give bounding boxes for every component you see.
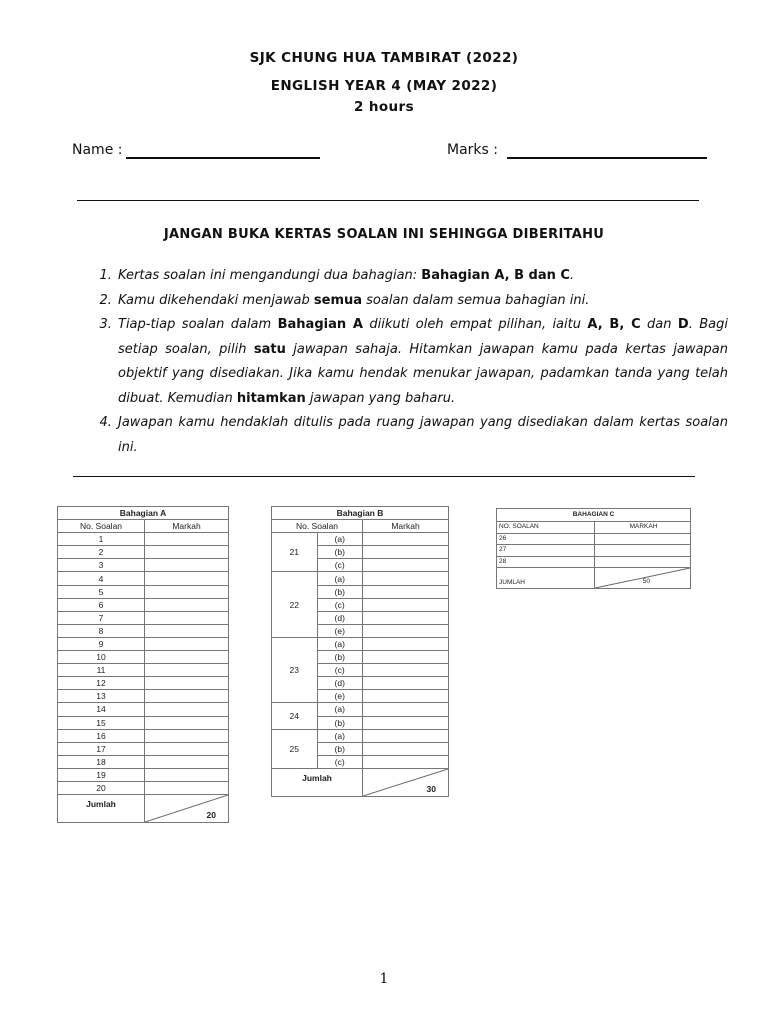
table-row	[497, 556, 691, 568]
marks-cell[interactable]	[145, 690, 229, 703]
marks-cell[interactable]	[145, 768, 229, 781]
question-number: 2	[58, 546, 145, 559]
marks-cell[interactable]	[363, 533, 449, 546]
question-number: 27	[497, 545, 595, 557]
sub-question: (c)	[317, 664, 363, 677]
emphasis-text: Bahagian A	[277, 317, 363, 332]
duration: 2 hours	[353, 99, 415, 115]
marks-table-bahagian-a	[57, 506, 229, 823]
emphasis-text: satu	[253, 341, 286, 357]
total-label: Jumlah	[272, 768, 363, 796]
marks-cell[interactable]	[363, 572, 449, 585]
marks-cell[interactable]	[363, 611, 449, 624]
question-number: 23	[272, 637, 318, 702]
sub-question: (d)	[317, 677, 363, 690]
divider-top	[77, 200, 699, 201]
instruction-item	[116, 411, 728, 460]
table-caption: Bahagian A	[58, 507, 229, 520]
question-number: 18	[58, 755, 145, 768]
emphasis-text: A, B, C	[587, 317, 641, 332]
emphasis-text: D	[677, 317, 689, 332]
marks-cell[interactable]	[595, 545, 691, 557]
instruction-item	[116, 313, 728, 411]
instruction-text: Jawapan kamu hendaklah ditulis pada ruang jawapan yang disediakan dalam kertas soalan ini.	[118, 415, 728, 455]
table-row	[497, 545, 691, 557]
question-number: 25	[272, 729, 318, 768]
sub-question: (d)	[317, 611, 363, 624]
table-row	[272, 572, 449, 585]
table-row	[58, 690, 229, 703]
table-caption: Bahagian B	[272, 507, 449, 520]
question-number: 21	[272, 533, 318, 572]
table-row	[58, 624, 229, 637]
marks-cell[interactable]	[145, 559, 229, 572]
marks-cell[interactable]	[363, 546, 449, 559]
marks-cell[interactable]	[145, 742, 229, 755]
instruction-text: soalan dalam semua bahagian ini.	[362, 292, 590, 308]
question-number: 13	[58, 690, 145, 703]
name-field-line[interactable]	[126, 157, 320, 159]
marks-cell[interactable]	[363, 559, 449, 572]
table-row	[272, 729, 449, 742]
sub-question: (c)	[317, 559, 363, 572]
question-number: 20	[58, 781, 145, 794]
sub-question: (c)	[317, 755, 363, 768]
sub-question: (b)	[317, 546, 363, 559]
question-number: 8	[58, 624, 145, 637]
total-value: 30	[426, 783, 436, 794]
marks-cell[interactable]	[363, 716, 449, 729]
divider-bottom	[73, 476, 695, 477]
subject-title: ENGLISH YEAR 4 (MAY 2022)	[270, 78, 498, 94]
sub-question: (b)	[317, 585, 363, 598]
marks-cell[interactable]	[145, 585, 229, 598]
marks-cell[interactable]	[145, 677, 229, 690]
sub-question: (a)	[317, 572, 363, 585]
table-row	[497, 533, 691, 545]
column-header: No. Soalan	[272, 520, 363, 533]
question-number: 12	[58, 677, 145, 690]
question-number: 10	[58, 651, 145, 664]
table-row	[58, 559, 229, 572]
emphasis-text: hitamkan	[236, 390, 306, 406]
marks-cell[interactable]	[363, 585, 449, 598]
column-header: MARKAH	[595, 522, 691, 534]
marks-cell[interactable]	[363, 690, 449, 703]
total-cell	[363, 768, 449, 796]
question-number: 16	[58, 729, 145, 742]
marks-cell[interactable]	[145, 598, 229, 611]
table-row	[58, 742, 229, 755]
table-row	[272, 703, 449, 716]
instruction-text: jawapan yang baharu.	[305, 390, 456, 406]
instruction-text: Kamu dikehendaki menjawab	[118, 292, 314, 308]
marks-cell[interactable]	[363, 651, 449, 664]
marks-cell[interactable]	[363, 598, 449, 611]
question-number: 24	[272, 703, 318, 729]
table-row	[272, 637, 449, 650]
marks-cell[interactable]	[145, 533, 229, 546]
instruction-item	[116, 264, 728, 289]
question-number: 19	[58, 768, 145, 781]
marks-cell[interactable]	[145, 611, 229, 624]
question-number: 5	[58, 585, 145, 598]
marks-cell[interactable]	[363, 664, 449, 677]
sub-question: (b)	[317, 651, 363, 664]
question-number: 9	[58, 637, 145, 650]
marks-cell[interactable]	[145, 572, 229, 585]
instruction-text: dan	[640, 317, 678, 332]
marks-cell[interactable]	[595, 533, 691, 545]
instruction-text: .	[569, 268, 575, 283]
sub-question: (b)	[317, 716, 363, 729]
marks-field-line[interactable]	[507, 157, 707, 159]
marks-cell[interactable]	[145, 729, 229, 742]
marks-cell[interactable]	[145, 637, 229, 650]
table-row	[58, 546, 229, 559]
sub-question: (c)	[317, 598, 363, 611]
table-row	[58, 651, 229, 664]
marks-cell[interactable]	[363, 742, 449, 755]
sub-question: (e)	[317, 624, 363, 637]
table-row	[58, 755, 229, 768]
sub-question: (b)	[317, 742, 363, 755]
marks-cell[interactable]	[363, 624, 449, 637]
school-title: SJK CHUNG HUA TAMBIRAT (2022)	[249, 50, 519, 66]
instruction-item	[116, 289, 728, 314]
marks-cell[interactable]	[363, 755, 449, 768]
table-row	[58, 585, 229, 598]
question-number: 3	[58, 559, 145, 572]
marks-cell[interactable]	[363, 703, 449, 716]
marks-cell[interactable]	[145, 755, 229, 768]
instruction-text: . Bagi setiap soalan, pilih	[118, 317, 729, 357]
marks-cell[interactable]	[145, 703, 229, 716]
table-row	[58, 572, 229, 585]
table-row	[58, 703, 229, 716]
marks-cell[interactable]	[145, 624, 229, 637]
total-row	[497, 568, 691, 589]
table-row	[58, 664, 229, 677]
table-row	[58, 611, 229, 624]
sub-question: (a)	[317, 729, 363, 742]
page-number: 1	[379, 971, 389, 987]
table-row	[58, 533, 229, 546]
marks-cell[interactable]	[363, 677, 449, 690]
instruction-text: diikuti oleh empat pilihan, iaitu	[362, 317, 588, 332]
question-number: 28	[497, 556, 595, 568]
table-row	[58, 768, 229, 781]
total-label: JUMLAH	[497, 568, 595, 589]
instruction-text: Kertas soalan ini mengandungi dua bahagian:	[118, 268, 422, 283]
total-row	[58, 795, 229, 823]
marks-cell[interactable]	[145, 651, 229, 664]
table-row	[58, 716, 229, 729]
total-cell	[145, 795, 229, 823]
table-row	[58, 677, 229, 690]
table-caption: BAHAGIAN C	[497, 509, 691, 522]
marks-cell[interactable]	[363, 729, 449, 742]
marks-cell[interactable]	[145, 664, 229, 677]
sub-question: (e)	[317, 690, 363, 703]
marks-cell[interactable]	[363, 637, 449, 650]
total-label: Jumlah	[58, 795, 145, 823]
question-number: 17	[58, 742, 145, 755]
column-header: No. Soalan	[58, 520, 145, 533]
sub-question: (a)	[317, 703, 363, 716]
table-row	[58, 598, 229, 611]
total-value: 50	[642, 578, 650, 586]
instruction-text: Tiap-tiap soalan dalam	[118, 317, 278, 332]
question-number: 26	[497, 533, 595, 545]
marks-table-bahagian-c	[496, 508, 691, 589]
marks-cell[interactable]	[145, 546, 229, 559]
question-number: 22	[272, 572, 318, 637]
table-row	[272, 533, 449, 546]
column-header: Markah	[363, 520, 449, 533]
emphasis-text: semua	[313, 292, 363, 308]
table-row	[58, 729, 229, 742]
total-row	[272, 768, 449, 796]
question-number: 11	[58, 664, 145, 677]
total-cell	[595, 568, 691, 589]
marks-table-bahagian-b	[271, 506, 449, 797]
question-number: 7	[58, 611, 145, 624]
column-header: Markah	[145, 520, 229, 533]
sub-question: (a)	[317, 533, 363, 546]
marks-cell[interactable]	[145, 716, 229, 729]
emphasis-text: Bahagian A, B dan C	[421, 268, 570, 283]
marks-cell[interactable]	[145, 781, 229, 794]
marks-cell[interactable]	[595, 556, 691, 568]
marks-label: Marks :	[447, 142, 498, 158]
question-number: 4	[58, 572, 145, 585]
question-number: 14	[58, 703, 145, 716]
table-row	[58, 781, 229, 794]
question-number: 6	[58, 598, 145, 611]
instruction-list	[92, 264, 728, 460]
instruction-text: jawapan sahaja. Hitamkan jawapan kamu pada kertas jawapan objektif yang disediakan. Jika kamu hendak menukar jawapan, padamkan tanda yang telah dibuat. Kemudian	[118, 341, 728, 406]
table-row	[58, 637, 229, 650]
name-label: Name :	[72, 142, 123, 158]
question-number: 15	[58, 716, 145, 729]
warning-heading: JANGAN BUKA KERTAS SOALAN INI SEHINGGA DIBERITAHU	[163, 227, 605, 242]
column-header: NO. SOALAN	[497, 522, 595, 534]
question-number: 1	[58, 533, 145, 546]
total-value: 20	[206, 810, 216, 821]
sub-question: (a)	[317, 637, 363, 650]
